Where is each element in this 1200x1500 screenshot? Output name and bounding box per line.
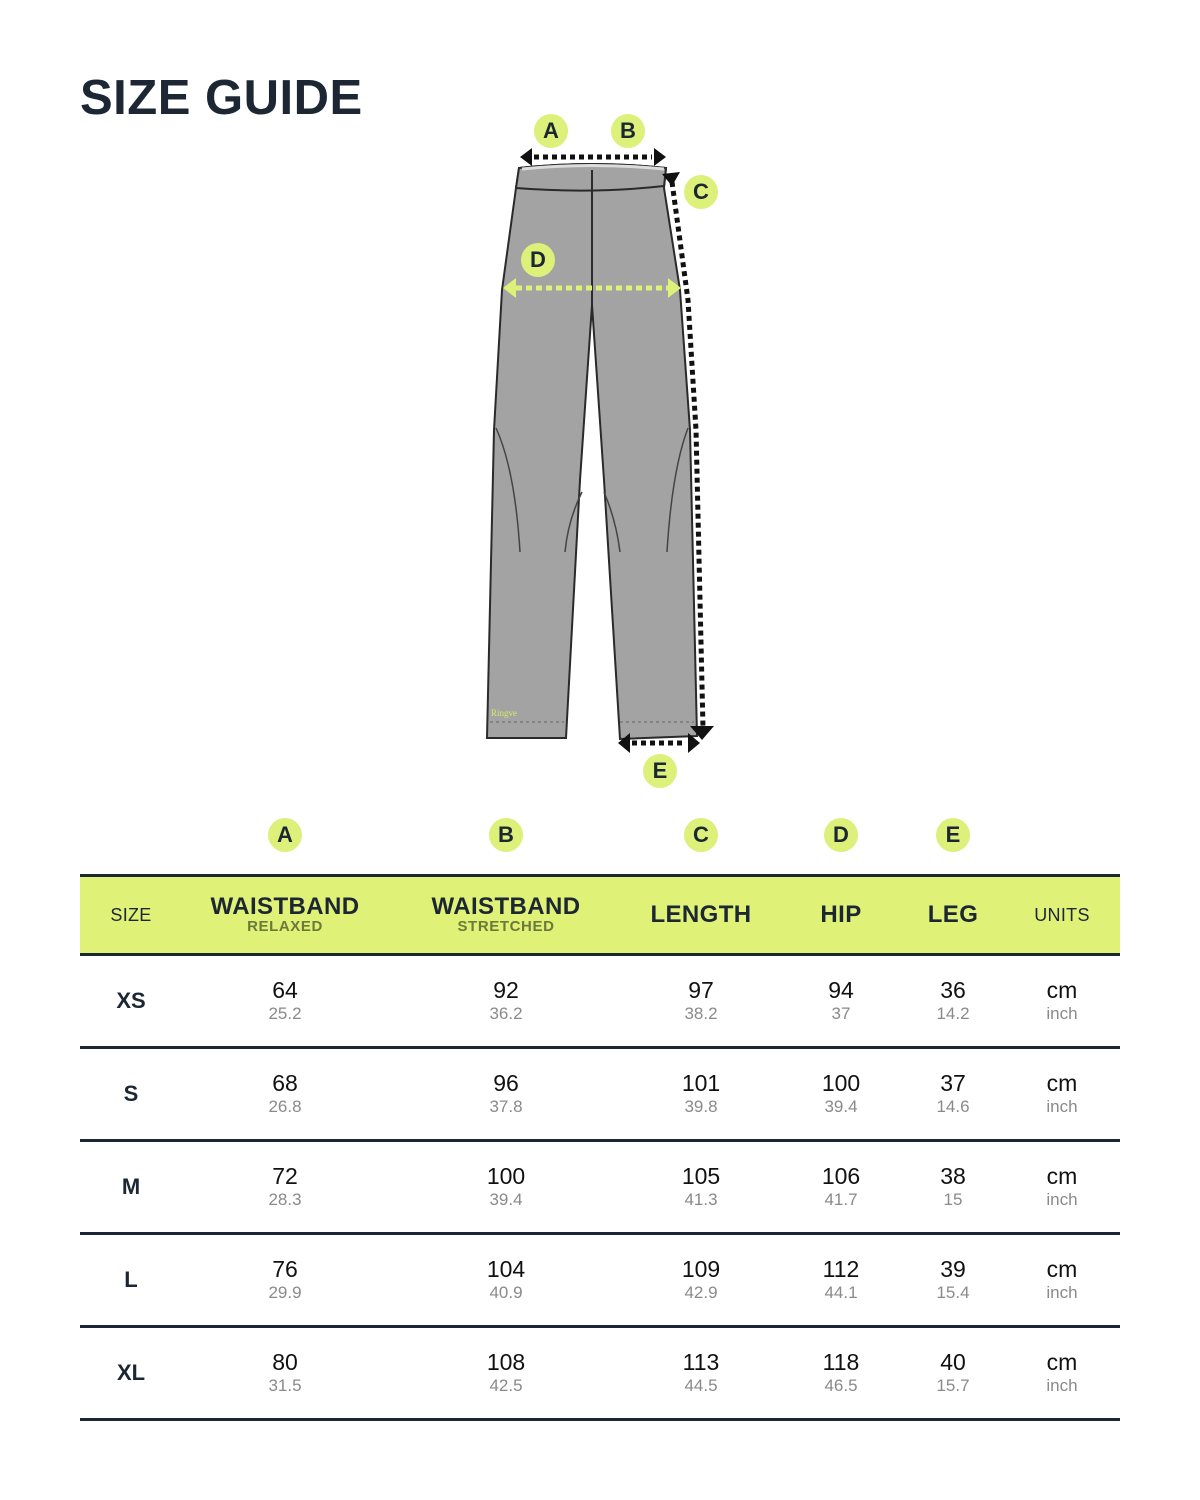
marker-b-badge: B bbox=[611, 114, 645, 148]
value-inch: 37.8 bbox=[489, 1097, 523, 1116]
table-row bbox=[80, 1049, 1120, 1142]
value-inch: 41.7 bbox=[824, 1190, 858, 1209]
value-cm: 92 bbox=[493, 977, 519, 1003]
value-cm: 38 bbox=[940, 1163, 966, 1189]
page-title: SIZE GUIDE bbox=[80, 71, 363, 125]
value-inch: 38.2 bbox=[684, 1004, 718, 1023]
header-units bbox=[1034, 877, 1090, 953]
unit-inch: inch bbox=[1046, 1097, 1078, 1116]
value-cm: 39 bbox=[940, 1256, 966, 1282]
value-cm: 101 bbox=[681, 1070, 721, 1096]
unit-cm: cm bbox=[1046, 977, 1078, 1003]
header-waistband-stretched bbox=[432, 877, 581, 953]
value-cm: 36 bbox=[940, 977, 966, 1003]
header-units-label: UNITS bbox=[1034, 904, 1090, 925]
value-cm: 108 bbox=[486, 1349, 526, 1375]
value-cm: 96 bbox=[493, 1070, 519, 1096]
unit-cm: cm bbox=[1046, 1163, 1078, 1189]
value-inch: 42.5 bbox=[489, 1376, 523, 1395]
value-cm: 76 bbox=[272, 1256, 298, 1282]
value-cm: 109 bbox=[681, 1256, 721, 1282]
value-cm: 68 bbox=[272, 1070, 298, 1096]
marker-a-badge: A bbox=[534, 114, 568, 148]
value-cm: 97 bbox=[688, 977, 714, 1003]
table-row bbox=[80, 1235, 1120, 1328]
column-d-badge: D bbox=[824, 818, 858, 852]
header-leg-label: LEG bbox=[927, 901, 979, 928]
header-size bbox=[110, 877, 151, 953]
size-label: L bbox=[124, 1267, 138, 1292]
unit-cm: cm bbox=[1046, 1070, 1078, 1096]
value-cm: 105 bbox=[681, 1163, 721, 1189]
value-cm: 72 bbox=[272, 1163, 298, 1189]
header-leg bbox=[928, 877, 979, 953]
unit-cm: cm bbox=[1046, 1349, 1078, 1375]
header-waistband-stretched-main: WAISTBAND bbox=[431, 893, 581, 920]
marker-d-badge: D bbox=[521, 243, 555, 277]
value-inch: 44.1 bbox=[824, 1283, 858, 1302]
header-waistband-stretched-sub: STRETCHED bbox=[457, 918, 555, 935]
value-cm: 100 bbox=[486, 1163, 526, 1189]
value-inch: 15.4 bbox=[936, 1283, 970, 1302]
value-cm: 64 bbox=[272, 977, 298, 1003]
unit-cm: cm bbox=[1046, 1256, 1078, 1282]
value-inch: 40.9 bbox=[489, 1283, 523, 1302]
size-label: XL bbox=[116, 1360, 146, 1385]
value-cm: 112 bbox=[822, 1256, 860, 1282]
value-inch: 36.2 bbox=[489, 1004, 523, 1023]
marker-c-badge: C bbox=[684, 175, 718, 209]
value-cm: 94 bbox=[828, 977, 854, 1003]
value-cm: 80 bbox=[272, 1349, 298, 1375]
unit-inch: inch bbox=[1046, 1376, 1078, 1395]
header-waistband-relaxed-sub: RELAXED bbox=[247, 918, 323, 935]
value-cm: 118 bbox=[822, 1349, 860, 1375]
size-table bbox=[80, 818, 1120, 1421]
value-inch: 31.5 bbox=[268, 1376, 302, 1395]
brand-mark: Ringve bbox=[491, 708, 517, 718]
column-a-badge: A bbox=[268, 818, 302, 852]
value-inch: 15 bbox=[943, 1190, 963, 1209]
table-header bbox=[80, 874, 1120, 956]
value-cm: 100 bbox=[821, 1070, 861, 1096]
column-c-badge: C bbox=[684, 818, 718, 852]
value-inch: 25.2 bbox=[268, 1004, 302, 1023]
value-inch: 39.4 bbox=[824, 1097, 858, 1116]
header-hip-label: HIP bbox=[820, 901, 862, 928]
unit-inch: inch bbox=[1046, 1283, 1078, 1302]
value-inch: 28.3 bbox=[268, 1190, 302, 1209]
header-length bbox=[650, 877, 751, 953]
header-length-label: LENGTH bbox=[650, 901, 752, 928]
value-cm: 40 bbox=[940, 1349, 966, 1375]
column-b-badge: B bbox=[489, 818, 523, 852]
value-cm: 104 bbox=[486, 1256, 526, 1282]
value-inch: 14.6 bbox=[936, 1097, 970, 1116]
value-cm: 106 bbox=[821, 1163, 861, 1189]
size-label: S bbox=[123, 1081, 139, 1106]
value-inch: 46.5 bbox=[824, 1376, 858, 1395]
value-inch: 41.3 bbox=[684, 1190, 718, 1209]
size-label: XS bbox=[116, 988, 146, 1013]
column-e-badge: E bbox=[936, 818, 970, 852]
value-inch: 44.5 bbox=[684, 1376, 718, 1395]
value-inch: 15.7 bbox=[936, 1376, 970, 1395]
header-size-label: SIZE bbox=[110, 904, 152, 925]
marker-e-badge: E bbox=[643, 754, 677, 788]
header-waistband-relaxed-main: WAISTBAND bbox=[210, 893, 360, 920]
unit-inch: inch bbox=[1046, 1004, 1078, 1023]
value-inch: 29.9 bbox=[268, 1283, 302, 1302]
value-cm: 113 bbox=[682, 1349, 720, 1375]
value-cm: 37 bbox=[940, 1070, 966, 1096]
value-inch: 39.4 bbox=[489, 1190, 523, 1209]
header-hip bbox=[820, 877, 861, 953]
unit-inch: inch bbox=[1046, 1190, 1078, 1209]
table-row bbox=[80, 956, 1120, 1049]
value-inch: 26.8 bbox=[268, 1097, 302, 1116]
size-label: M bbox=[121, 1174, 141, 1199]
column-letter-row bbox=[80, 818, 1120, 874]
value-inch: 39.8 bbox=[684, 1097, 718, 1116]
value-inch: 37 bbox=[831, 1004, 851, 1023]
table-row bbox=[80, 1328, 1120, 1421]
table-row bbox=[80, 1142, 1120, 1235]
value-inch: 42.9 bbox=[684, 1283, 718, 1302]
value-inch: 14.2 bbox=[936, 1004, 970, 1023]
header-waistband-relaxed bbox=[211, 877, 360, 953]
